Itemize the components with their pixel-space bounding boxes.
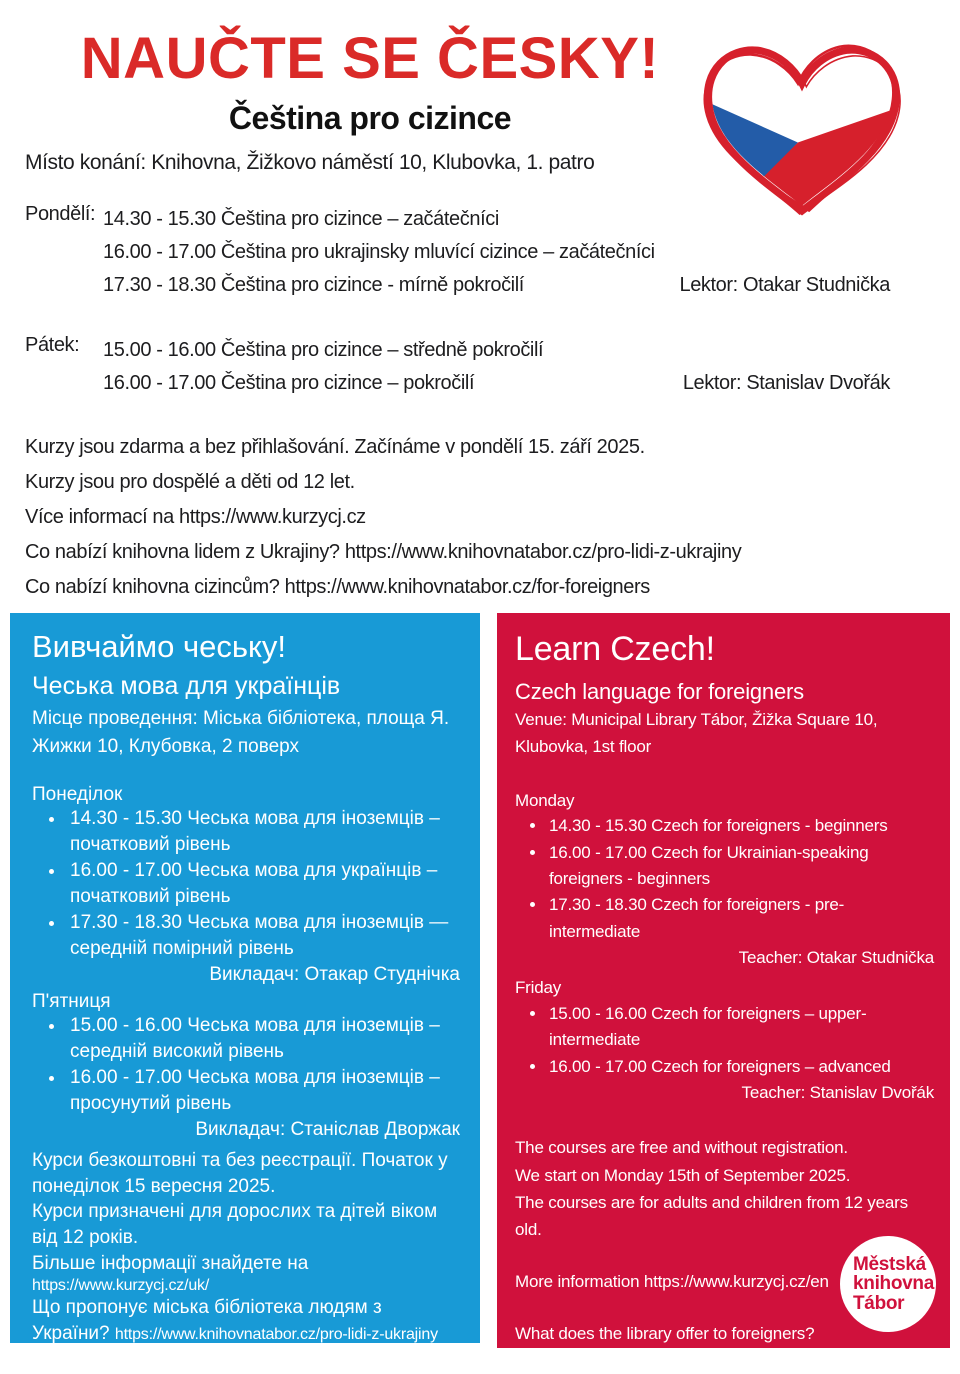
course-line: • 17.30 - 18.30 Czech for foreigners - pre-intermediate — [547, 892, 934, 945]
ukr-info-age: Курси призначені для дорослих та дітей віком від 12 років. — [32, 1201, 438, 1249]
kurzycj-link[interactable]: https://www.kurzycj.cz — [178, 505, 366, 528]
monday-schedule — [25, 203, 890, 302]
schedule-row — [103, 334, 890, 367]
friday-label: Pátek: — [25, 333, 80, 356]
ukr-monday-label: Понеділок — [32, 784, 123, 806]
ukr-friday-label: П'ятниця — [32, 991, 111, 1013]
ukraine-info-link[interactable]: https://www.knihovnatabor.cz/pro-lidi-z-ukrajiny — [344, 540, 742, 563]
ukr-subtitle: Чеська мова для українців — [32, 672, 341, 701]
language-panels — [0, 613, 960, 1370]
course-line: • 16.00 - 17.00 Чеська мова для іноземців – просунутий рівень — [66, 1065, 460, 1117]
monday-lektor: Lektor: Otakar Studnička — [679, 273, 890, 296]
library-logo — [840, 1236, 936, 1332]
en-monday-list — [515, 813, 934, 945]
en-venue: Venue: Municipal Library Tábor, Žižka Square 10, Klubovka, 1st floor — [515, 710, 878, 756]
en-friday-teacher: Teacher: Stanislav Dvořák — [741, 1082, 934, 1102]
course-line: • 14.30 - 15.30 Czech for foreigners - beginners — [547, 813, 934, 839]
course-line: • 15.00 - 16.00 Чеська мова для іноземців – середній високий рівень — [66, 1013, 460, 1065]
schedule-row — [103, 269, 890, 302]
course-line: • 16.00 - 17.00 Czech for Ukrainian-speaking foreigners - beginners — [547, 840, 934, 893]
en-subtitle: Czech language for foreigners — [515, 679, 804, 705]
en-friday-label: Friday — [515, 978, 562, 998]
foreigners-info-link[interactable]: https://www.knihovnatabor.cz/for-foreigners — [284, 575, 650, 598]
course-line: • 16.00 - 17.00 Чеська мова для українців – початковий рівень — [66, 858, 460, 910]
venue-line: Místo konání: Knihovna, Žižkovo náměstí 10, Klubovka, 1. patro — [25, 150, 595, 174]
ukrainian-panel — [10, 613, 480, 1343]
course-line: • 15.00 - 16.00 Czech for foreigners – upper-intermediate — [547, 1001, 934, 1054]
friday-lektor: Lektor: Stanislav Dvořák — [682, 371, 890, 394]
info-line: Co nabízí knihovna lidem z Ukrajiny? https://www.knihovnatabor.cz/pro-lidi-z-ukrajiny — [25, 540, 742, 563]
info-line: The courses are free and without registration. — [515, 1138, 848, 1158]
en-library-link[interactable]: https://www.knihovnatabor.cz/for-foreigners — [515, 1350, 832, 1370]
course-line: 16.00 - 17.00 Čeština pro ukrajinsky mluvící cizince – začátečníci — [103, 240, 655, 263]
en-kurzycj-link[interactable]: https://www.kurzycj.cz/en — [643, 1272, 829, 1292]
logo-line: Městská — [853, 1253, 926, 1275]
top-section — [0, 0, 960, 605]
ukr-venue: Місце проведення: Міська бібліотека, площа Я. Жижки 10, Клубовка, 2 поверх — [32, 708, 450, 757]
schedule-row — [103, 236, 890, 269]
ukr-library-link[interactable]: https://www.knihovnatabor.cz/pro-lidi-z-ukrajiny — [114, 1325, 438, 1343]
page-subtitle: Čeština pro cizince — [228, 99, 512, 136]
en-monday-label: Monday — [515, 790, 575, 810]
en-more-info: More information https://www.kurzycj.cz/en — [515, 1272, 829, 1292]
en-title: Learn Czech! — [515, 630, 715, 668]
en-monday-teacher: Teacher: Otakar Studnička — [738, 948, 934, 968]
info-line: Co nabízí knihovna cizincům? https://www.knihovnatabor.cz/for-foreigners — [25, 575, 650, 598]
schedule-row — [103, 367, 890, 400]
ukr-friday-teacher: Викладач: Станіслав Дворжак — [195, 1119, 460, 1141]
ukr-friday-list — [32, 1013, 460, 1117]
ukr-question-line: Що пропонує міська бібліотека людям з України? https://www.knihovnatabor.cz/pro-lidi-z-ukrajiny — [32, 1296, 438, 1344]
ukr-monday-list — [32, 806, 460, 962]
course-line: 14.30 - 15.30 Čeština pro cizince – začátečníci — [103, 207, 499, 230]
course-line: • 14.30 - 15.30 Чеська мова для іноземців – початковий рівень — [66, 806, 460, 858]
page-title: NAUČTE SE ČESKY! — [80, 26, 660, 91]
ukr-info-free: Курси безкоштовні та без реєстрації. Початок у понеділок 15 вересня 2025. — [32, 1149, 448, 1197]
course-line: • 17.30 - 18.30 Чеська мова для іноземців — середній помірний рівень — [66, 910, 460, 962]
course-info — [25, 430, 925, 605]
info-line: Kurzy jsou zdarma a bez přihlašování. Začínáme v pondělí 15. září 2025. — [25, 435, 645, 458]
en-question: What does the library offer to foreigners? — [515, 1324, 815, 1344]
course-line: • 16.00 - 17.00 Czech for foreigners – advanced — [547, 1054, 934, 1080]
ukr-info-more: Більше інформації знайдете на — [32, 1253, 309, 1275]
info-line: Více informací na https://www.kurzycj.cz — [25, 505, 366, 528]
info-line: Kurzy jsou pro dospělé a děti od 12 let. — [25, 470, 355, 493]
course-line: 15.00 - 16.00 Čeština pro cizince – středně pokročilí — [103, 338, 544, 361]
course-line: 16.00 - 17.00 Čeština pro cizince – pokročilí — [103, 371, 475, 394]
friday-schedule — [25, 334, 890, 400]
info-line: We start on Monday 15th of September 2025. — [515, 1165, 851, 1185]
monday-label: Pondělí: — [25, 202, 96, 225]
ukr-monday-teacher: Викладач: Отакар Студнічка — [209, 964, 460, 986]
logo-line: Tábor — [853, 1292, 905, 1314]
ukr-kurzycj-link[interactable]: https://www.kurzycj.cz/uk/ — [32, 1276, 210, 1294]
info-line: The courses are for adults and children from 12 years old. — [515, 1192, 908, 1239]
en-course-info — [515, 1134, 934, 1243]
ukr-title: Вивчаймо чеську! — [32, 629, 287, 664]
logo-line: knihovna — [853, 1273, 935, 1295]
course-line: 17.30 - 18.30 Čeština pro cizince - mírně pokročilí — [103, 273, 524, 296]
english-panel — [497, 613, 950, 1370]
schedule-row — [103, 203, 890, 236]
en-friday-list — [515, 1001, 934, 1080]
